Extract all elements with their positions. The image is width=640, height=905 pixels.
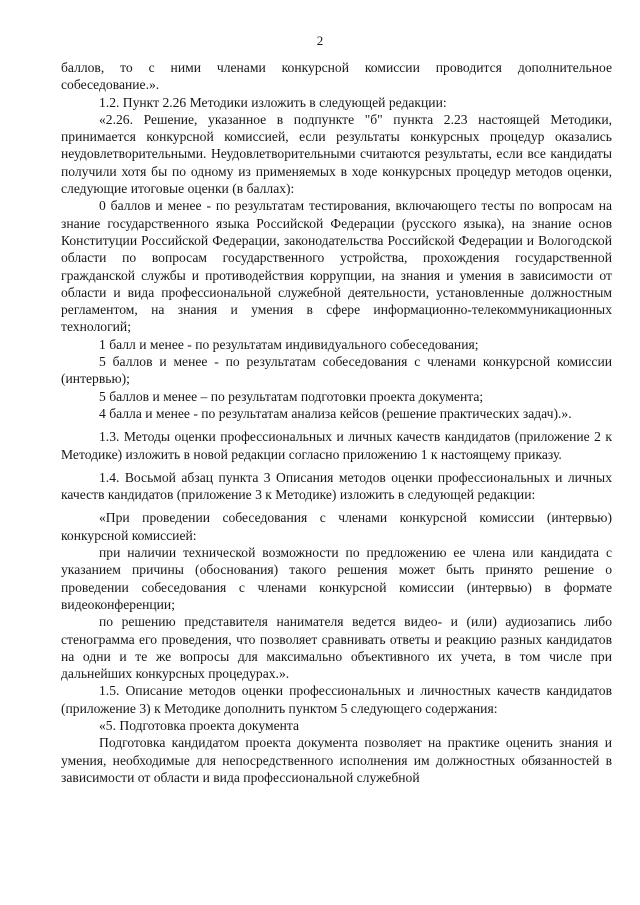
paragraph-9: 1.3. Методы оценки профессиональных и личных качеств кандидатов (приложение 2 к Методике) изложить в новой редакции согласно приложению 1 к настоящему приказу.	[61, 429, 612, 462]
paragraph-5: 1 балл и менее - по результатам индивидуального собеседования;	[99, 336, 479, 352]
paragraph-1: баллов, то с ними членами конкурсной комиссии проводится дополнительное собеседование.».	[61, 60, 612, 93]
page-number: 2	[316, 33, 324, 48]
paragraph-12: при наличии технической возможности по предложению ее члена или кандидата с указанием причины (обоснования) такого решения может быть принято решение о проведении собеседования с членами конкурсной комиссии (интервью) в формате видеоконференции;	[61, 545, 612, 612]
paragraph-2: 1.2. Пункт 2.26 Методики изложить в следующей редакции:	[99, 94, 447, 110]
document-body	[61, 59, 612, 786]
paragraph-11: «При проведении собеседования с членами конкурсной комиссии (интервью) конкурсной комиссией:	[61, 510, 612, 543]
paragraph-6: 5 баллов и менее - по результатам собеседования с членами конкурсной комиссии (интервью);	[61, 354, 612, 387]
paragraph-8: 4 балла и менее - по результатам анализа кейсов (решение практических задач).».	[99, 405, 572, 421]
paragraph-3: «2.26. Решение, указанное в подпункте "б" пункта 2.23 настоящей Методики, принимается конкурсной комиссией, если результаты конкурсных процедур оказались неудовлетворительными. Неудовлетворительными считаются результаты, если все кандидаты получили хотя бы по одному из применяемых в ходе конкурсных процедур методов оценки, следующие итоговые оценки (в баллах):	[61, 111, 612, 197]
paragraph-15: «5. Подготовка проекта документа	[99, 717, 300, 733]
paragraph-16: Подготовка кандидатом проекта документа позволяет на практике оценить знания и умения, необходимые для непосредственного исполнения им должностных обязанностей в зависимости от области и вида профессиональной служебной	[61, 735, 612, 785]
paragraph-4: 0 баллов и менее - по результатам тестирования, включающего тесты по вопросам на знание государственного языка Российской Федерации (русского языка), на знание основ Конституции Российской Федерации, законодательства Российской Федерации и Вологодской области по вопросам государственного устройства, прохождения государственной гражданской службы и противодействия коррупции, на знания и умения в зависимости от области и вида профессиональной служебной деятельности, установленные должностным регламентом, на знания и умения в сфере информационно-телекоммуникационных технологий;	[61, 198, 612, 335]
paragraph-10: 1.4. Восьмой абзац пункта 3 Описания методов оценки профессиональных и личных качеств кандидатов (приложение 3 к Методике) изложить в следующей редакции:	[61, 469, 612, 503]
paragraph-7: 5 баллов и менее – по результатам подготовки проекта документа;	[99, 388, 484, 404]
paragraph-13: по решению представителя нанимателя ведется видео- и (или) аудиозапись либо стенограмма его проведения, что позволяет сравнивать ответы и реакцию разных кандидатов на одни и те же вопросы для максимально объективного их учета, в том числе при дальнейших конкурсных процедурах.».	[61, 614, 612, 682]
paragraph-14: 1.5. Описание методов оценки профессиональных и личностных качеств кандидатов (приложение 3) к Методике дополнить пунктом 5 следующего содержания:	[61, 683, 612, 716]
